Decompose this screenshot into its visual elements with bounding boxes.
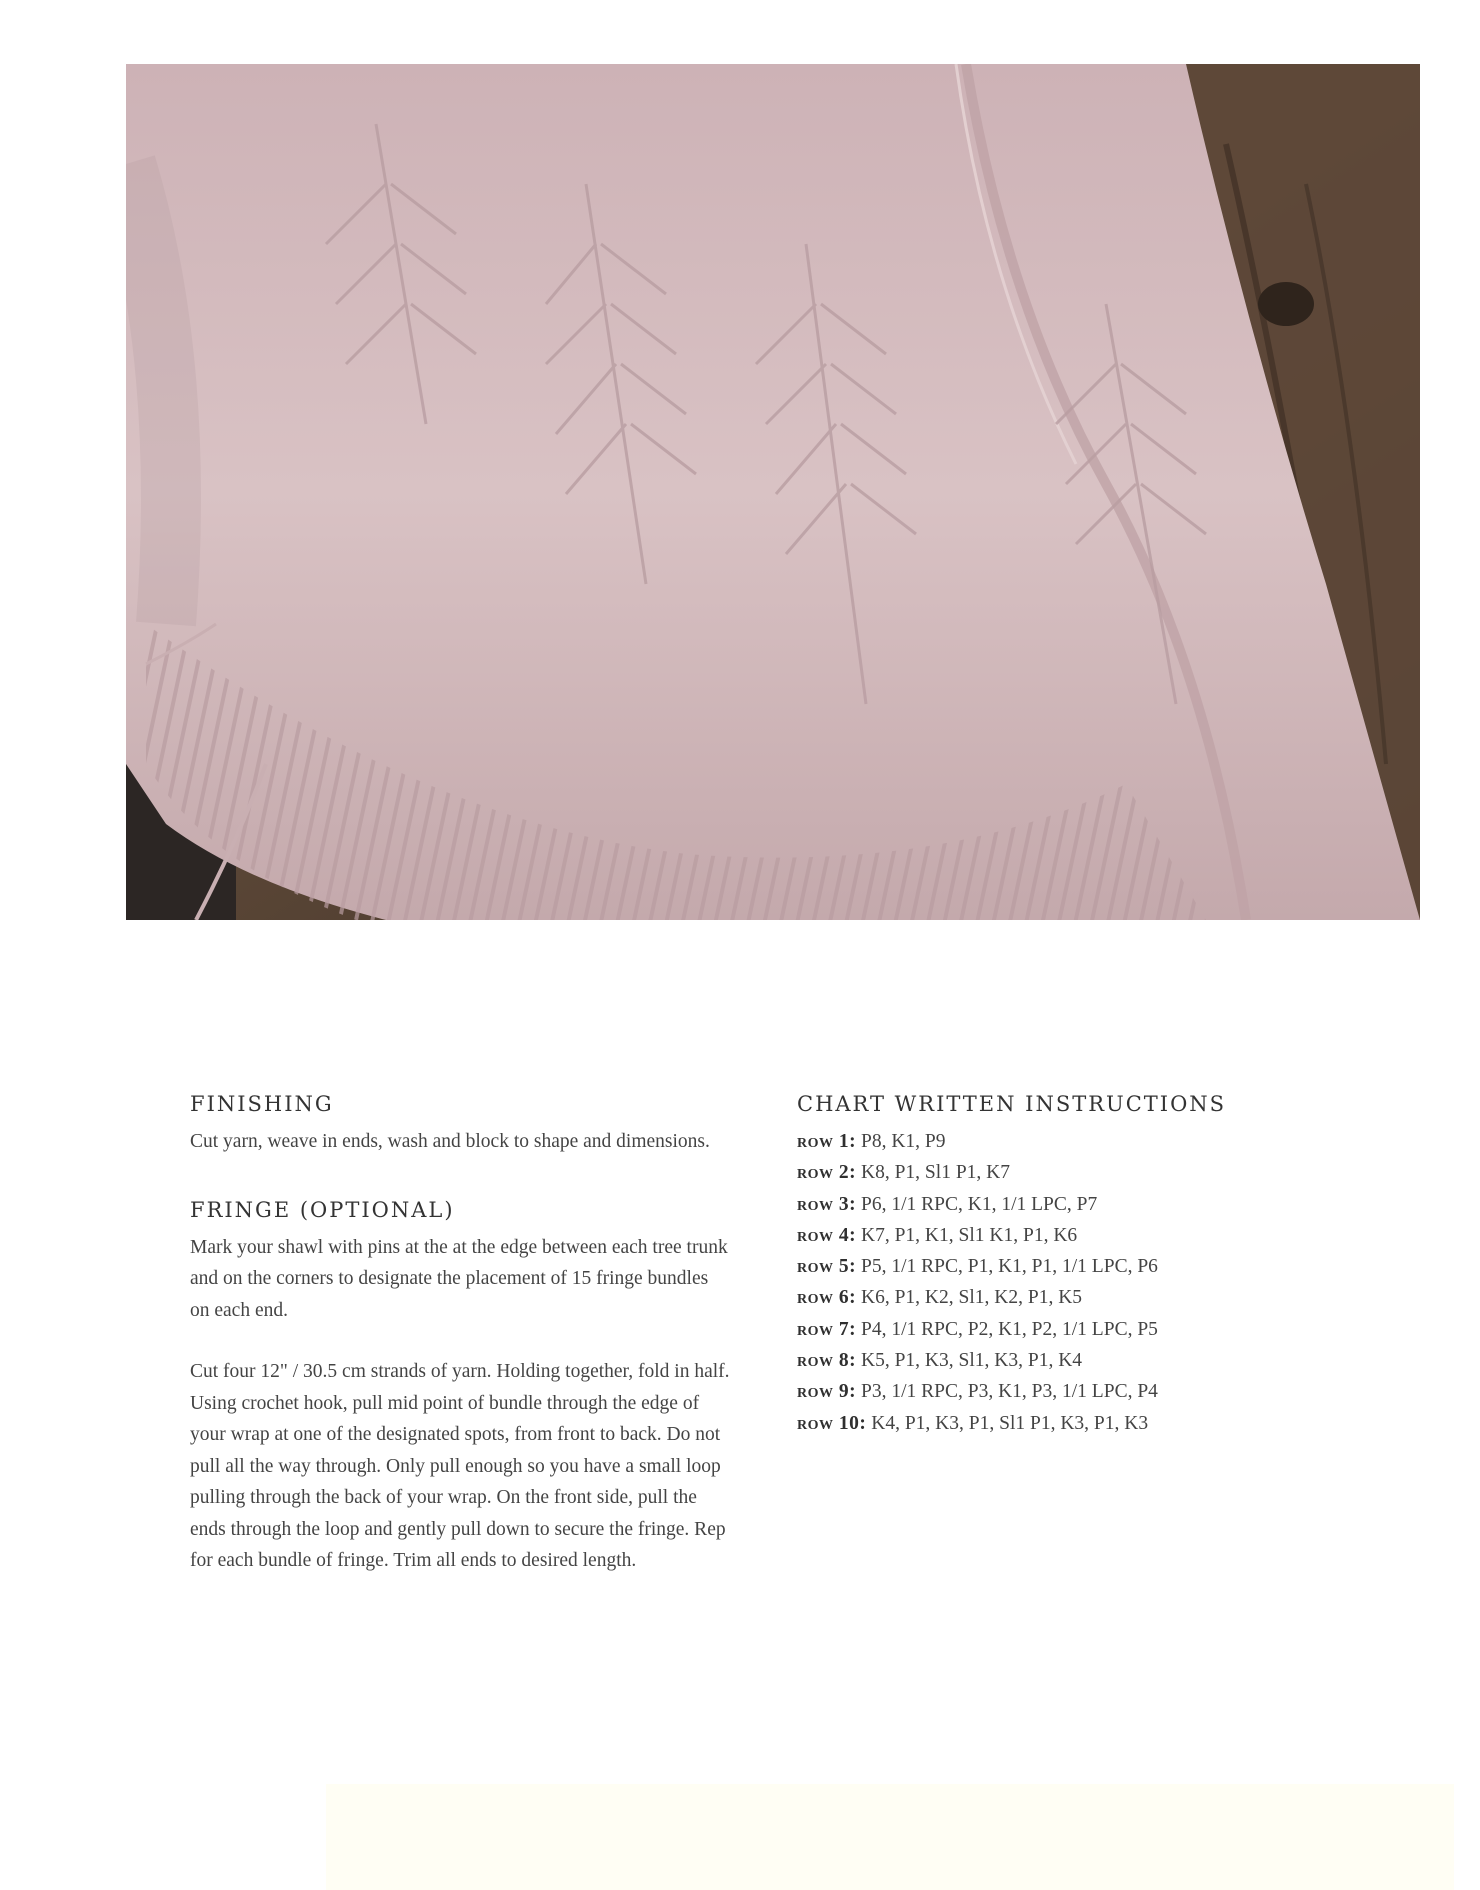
row-label: row 7: [797, 1318, 857, 1340]
finishing-heading: FINISHING [190, 1092, 334, 1116]
chart-rows-list [797, 1126, 1357, 1439]
chart-row [797, 1408, 1357, 1439]
chart-row [797, 1220, 1357, 1251]
row-label: row 5: [797, 1256, 857, 1278]
chart-heading: CHART WRITTEN INSTRUCTIONS [797, 1092, 1227, 1116]
row-text: K6, P1, K2, Sl1, K2, P1, K5 [861, 1287, 1083, 1309]
fringe-paragraph-2: Cut four 12" / 30.5 cm strands of yarn. Holding together, fold in half. Using crochet hook, pull mid point of bundle through the edge of your wrap at one of the designated spots, from front to back. Do not pull all the way through. Only pull enough so you have a small loop pulling through the back of your wrap. On the front side, pull the ends through the loop and gently pull down to secure the fringe. Rep for each bundle of fringe. Trim all ends to desired length. [190, 1361, 730, 1571]
chart-row [797, 1251, 1357, 1282]
row-text: K4, P1, K3, P1, Sl1 P1, K3, P1, K3 [871, 1412, 1149, 1434]
row-text: P6, 1/1 RPC, K1, 1/1 LPC, P7 [861, 1193, 1098, 1215]
row-text: P8, K1, P9 [861, 1131, 946, 1152]
row-label: row 3: [797, 1193, 857, 1215]
row-text: K5, P1, K3, Sl1, K3, P1, K4 [861, 1350, 1083, 1372]
right-column [797, 1092, 1357, 1439]
chart-row [797, 1157, 1357, 1188]
row-label: row 2: [797, 1162, 857, 1184]
finishing-body: Cut yarn, weave in ends, wash and block to shape and dimensions. [190, 1131, 710, 1152]
row-label: row 8: [797, 1350, 857, 1372]
row-text: K8, P1, Sl1 P1, K7 [861, 1162, 1010, 1184]
chart-row [797, 1126, 1357, 1157]
chart-row [797, 1282, 1357, 1313]
row-text: P3, 1/1 RPC, P3, K1, P3, 1/1 LPC, P4 [861, 1381, 1158, 1403]
cream-footer-band [326, 1784, 1454, 1890]
chart-row [797, 1376, 1357, 1407]
shawl-photo-illustration [126, 64, 1420, 920]
row-label: row 6: [797, 1287, 857, 1309]
row-text: K7, P1, K1, Sl1 K1, P1, K6 [861, 1224, 1078, 1246]
hero-photo-knitted-shawl [126, 64, 1420, 920]
row-text: P4, 1/1 RPC, P2, K1, P2, 1/1 LPC, P5 [861, 1318, 1158, 1340]
chart-row [797, 1189, 1357, 1220]
row-label: row 9: [797, 1381, 857, 1403]
fringe-paragraph-1: Mark your shawl with pins at the at the edge between each tree trunk and on the corners to designate the placement of 15 fringe bundles on each end. [190, 1236, 728, 1321]
row-label: row 4: [797, 1224, 857, 1246]
row-label: row 10: [797, 1412, 867, 1434]
chart-row [797, 1314, 1357, 1345]
row-label: row 1: [797, 1131, 857, 1152]
chart-row [797, 1345, 1357, 1376]
fringe-heading: FRINGE (OPTIONAL) [190, 1197, 455, 1222]
left-column [190, 1092, 730, 1577]
row-text: P5, 1/1 RPC, P1, K1, P1, 1/1 LPC, P6 [861, 1256, 1158, 1278]
